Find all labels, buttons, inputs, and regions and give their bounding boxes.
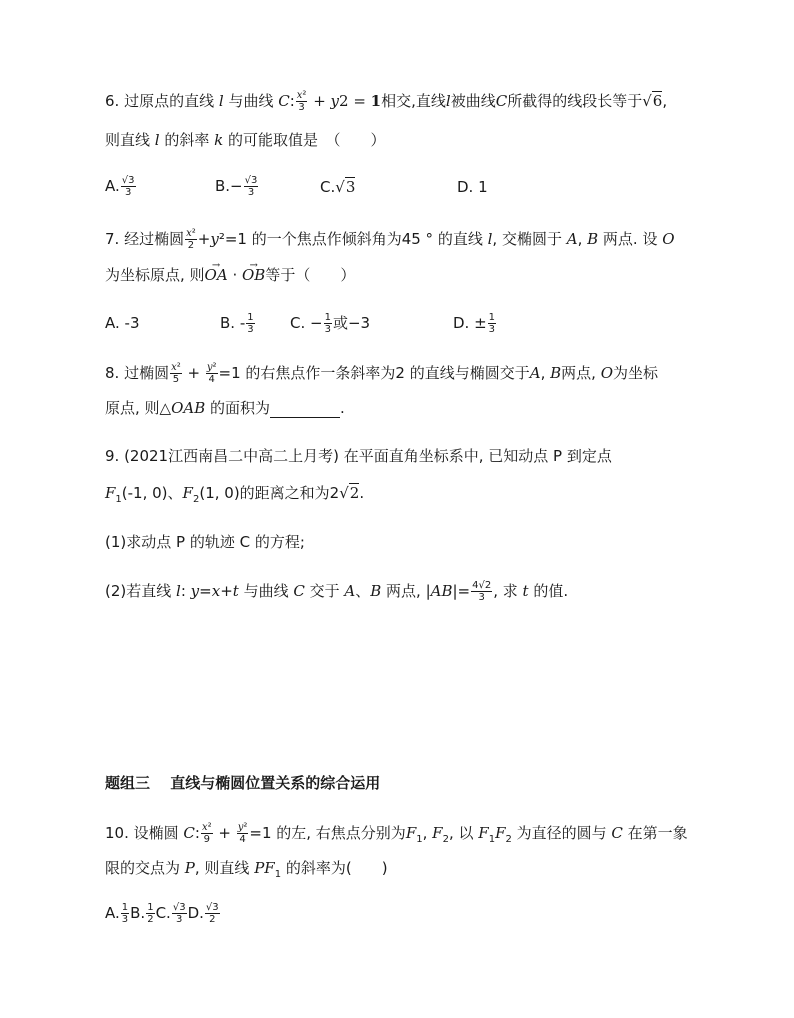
q10-options: A. $\frac{1}{3}$ B. $\frac{1}{2}$ C. $\frac{√3}{3}$ D. $\frac{√3}{2}$ [105, 902, 219, 925]
q6-option-d: D. 1 [457, 178, 488, 196]
q9-part1: (1)求动点 P 的轨迹 C 的方程; [105, 533, 305, 551]
q8-stem-line2: 原点, 则△OAB 的面积为 . [105, 399, 345, 417]
q7-option-c: C. − $\frac{1}{3}$ 或−3 [290, 312, 371, 335]
q7-stem-line2: 为坐标原点, 则→ OA · → OB等于（ ） [105, 265, 355, 285]
q9-stem-line2: $F_1(-1$, 0)、$F_2(1$, 0)的距离之和为2√2. [105, 484, 365, 505]
q10-stem-line2: 限的交点为 P, 则直线 $PF_1$ 的斜率为( ) [105, 859, 388, 880]
q8-answer-blank[interactable] [270, 403, 340, 418]
q9-part2: (2)若直线 l: y=x+t 与曲线 C 交于 A、B 两点, |AB|= $\frac{4√2}{3}$ , 求 t 的值. [105, 580, 569, 603]
q6-stem-line1: 6. 过原点的直线 l 与曲线 C: $\frac{\text{x²}}{3}$ + y2 = 1相交,直线l被曲线C所截得的线段长等于√6, [105, 90, 668, 113]
q8-stem-line1: 8. 过椭圆 $\frac{\text{x²}}{5}$ + $\frac{\text{y²}}{4}$ =1 的右焦点作一条斜率为2 的直线与椭圆交于A, B两点, O为坐标 [105, 362, 659, 385]
q7-option-b: B. - $\frac{1}{3}$ [220, 312, 254, 335]
q9-stem-line1: 9. (2021江西南昌二中高二上月考) 在平面直角坐标系中, 已知动点 P 到定点 [105, 447, 612, 465]
q10-stem-line1: 10. 设椭圆 C: $\frac{\text{x²}}{9}$ + $\frac{\text{y²}}{4}$ =1 的左, 右焦点分别为$F_1$, $F_2$, 以 $F_1F_2$ 为直径的圆与 C 在第一象 [105, 822, 688, 845]
q6-option-a: A. $\frac{√3}{3}$ [105, 175, 135, 198]
q6-option-c: C.√3 [320, 178, 356, 196]
q7-option-a: A. -3 [105, 314, 140, 332]
q7-option-d: D. ± $\frac{1}{3}$ [453, 312, 496, 335]
section-3-title: 题组三 直线与椭圆位置关系的综合运用 [105, 774, 381, 792]
q7-stem-line1: 7. 经过椭圆 $\frac{\text{x²}}{2}$ +y²=1 的一个焦点作倾斜角为45 ° 的直线 l, 交椭圆于 A, B 两点. 设 O [105, 228, 675, 251]
q6-option-b: B.− $\frac{√3}{3}$ [215, 175, 258, 198]
q6-stem-line2: 则直线 l 的斜率 k 的可能取值是 （ ） [105, 131, 386, 149]
